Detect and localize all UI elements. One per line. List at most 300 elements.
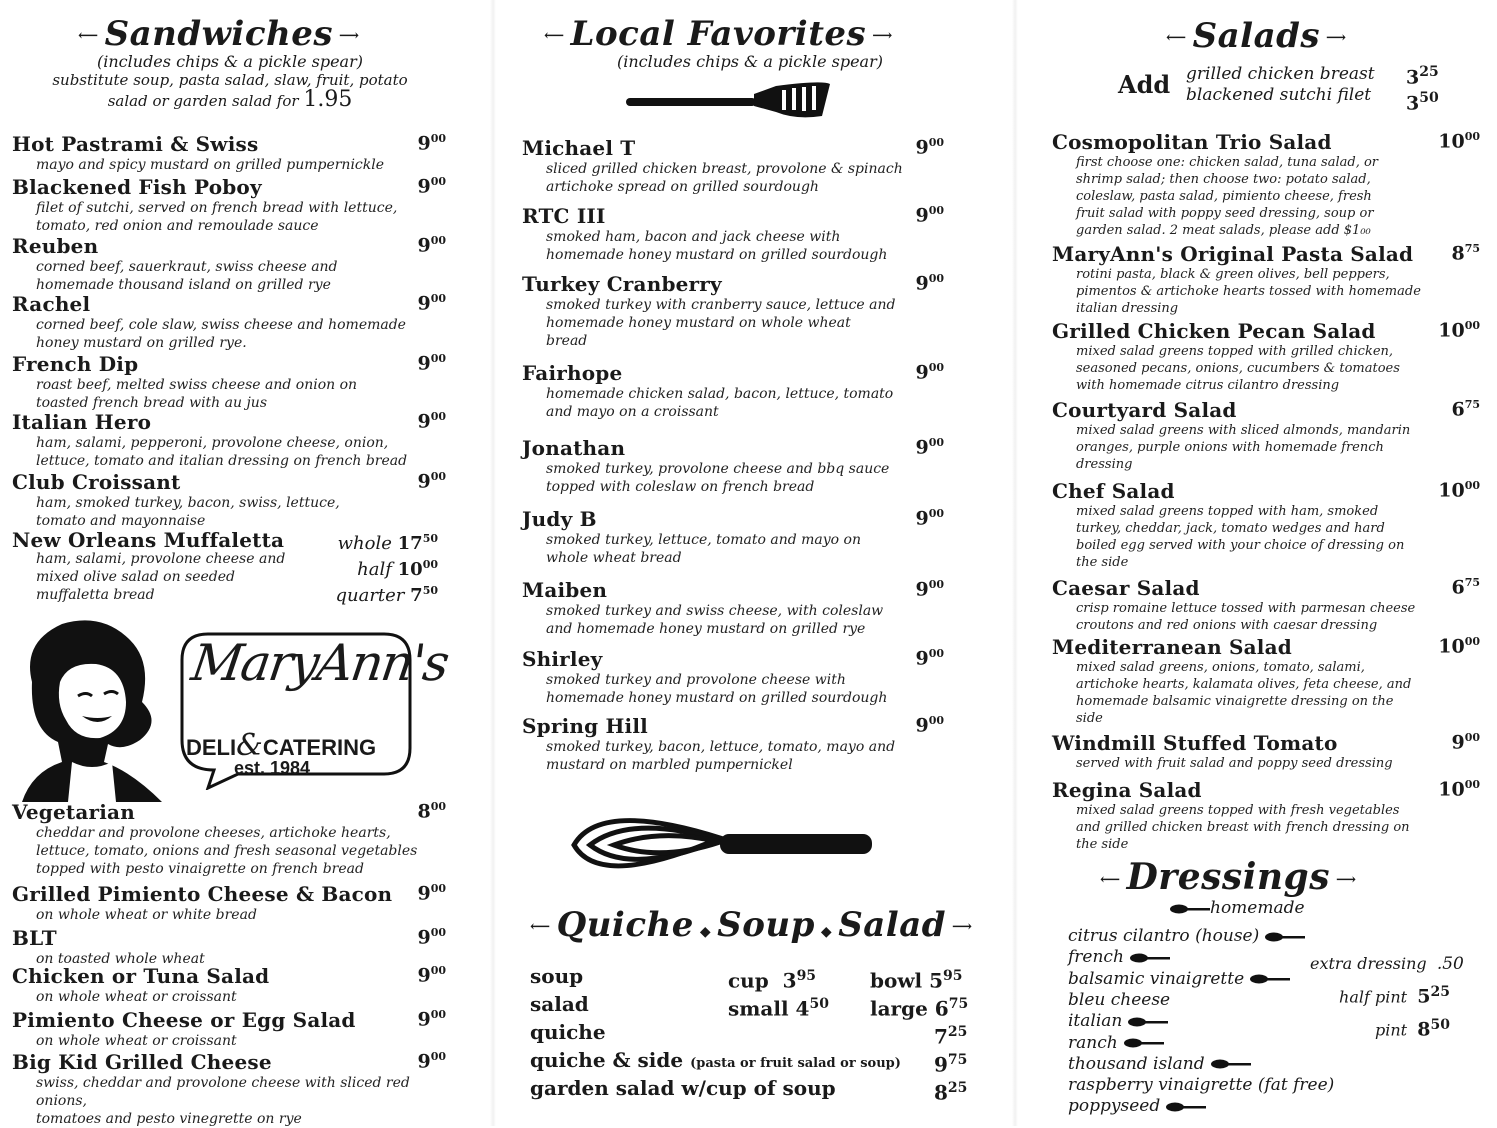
add-options (1186, 64, 1375, 106)
whisk-icon (570, 800, 876, 890)
item-name: Jonathan (522, 436, 626, 460)
item-desc (1076, 154, 1480, 239)
arrow-left-icon: ⟵ (1100, 872, 1121, 888)
desc-line: tomato, red onion and remoulade sauce (36, 218, 319, 234)
item-name: Windmill Stuffed Tomato (1052, 731, 1338, 755)
item-price (417, 926, 446, 948)
extra-price: 5 (1417, 985, 1431, 1008)
add-price: 3 (1406, 66, 1420, 89)
sandwiches-subtitle (20, 52, 440, 111)
substitute-price: 1.95 (303, 87, 353, 112)
desc-line: served with fruit salad and poppy seed dressing (1076, 756, 1393, 771)
size-cents: 75 (948, 996, 969, 1012)
item-price (417, 410, 446, 432)
desc-line: croutons and red onions with caesar dressing (1076, 618, 1378, 633)
fold-divider (490, 0, 496, 1126)
desc-line: boiled egg served with your choice of dressing on (1076, 538, 1405, 553)
dressing-item (1068, 1075, 1334, 1095)
fold-divider (1012, 0, 1018, 1126)
price-cents: 00 (1464, 479, 1480, 492)
item-price (1438, 130, 1480, 152)
spatula-icon (626, 80, 832, 120)
menu-item (12, 132, 446, 174)
menu-item (522, 361, 944, 421)
price-cents: 00 (430, 292, 446, 305)
dressing-item (1068, 1033, 1164, 1053)
size-price: 17 (397, 533, 423, 554)
size-price: 5 (929, 968, 944, 993)
item-name: Big Kid Grilled Cheese (12, 1050, 272, 1074)
desc-line: mixed salad greens topped with fresh vegetables (1076, 803, 1400, 818)
item-desc (36, 988, 446, 1006)
item-name: Club Croissant (12, 470, 181, 494)
item-price (915, 361, 944, 383)
item-name: Reuben (12, 234, 99, 258)
sandwiches-title: Sandwiches (104, 14, 334, 54)
desc-line: mixed olive salad on seeded (36, 569, 236, 585)
desc-line: and grilled chicken breast with french dressing on (1076, 820, 1410, 835)
item-name: Turkey Cranberry (522, 272, 722, 296)
desc-line: on whole wheat or white bread (36, 907, 257, 923)
extra-price: .50 (1436, 954, 1464, 974)
price-dollars: 9 (915, 578, 929, 601)
menu-item (12, 926, 446, 968)
price-dollars: 9 (915, 272, 929, 295)
item-desc (36, 316, 446, 352)
price-dollars: 8 (1451, 242, 1465, 265)
desc-line: side (1076, 711, 1103, 726)
item-price (417, 292, 446, 314)
item-price (417, 964, 446, 986)
size-label: cup (728, 968, 769, 993)
qss-title-salad: Salad (838, 905, 946, 945)
price-dollars: 9 (417, 410, 431, 433)
sandwiches-column (0, 0, 466, 1126)
price-cents: 00 (1464, 130, 1480, 143)
qss-title-quiche: Quiche (556, 905, 694, 945)
logo-deli: DELI (186, 735, 237, 760)
menu-item (1052, 731, 1480, 772)
item-name: Hot Pastrami & Swiss (12, 132, 259, 156)
price-dollars: 10 (1438, 778, 1465, 801)
price-cents: 00 (430, 964, 446, 977)
dressings-subtitle (1164, 898, 1305, 918)
item-name: Judy B (522, 507, 597, 531)
price-dollars: 9 (417, 1008, 431, 1031)
item-desc (1076, 802, 1480, 853)
spoon-icon (1265, 932, 1305, 942)
price-cents: 00 (1464, 635, 1480, 648)
salads-heading (1160, 16, 1353, 56)
desc-line: and homemade honey mustard on grilled rye (546, 621, 866, 637)
item-desc (36, 434, 446, 470)
menu-item (522, 647, 944, 707)
sandwiches-heading (72, 14, 366, 54)
item-price (417, 882, 446, 904)
desc-line: lettuce, tomato, onions and fresh seasonal vegetables (36, 843, 418, 859)
add-cents: 50 (1419, 90, 1439, 107)
dressing-item (1068, 1054, 1251, 1074)
size-cents: 50 (809, 996, 829, 1012)
desc-line: the side (1076, 555, 1129, 570)
size-price: 7 (410, 585, 423, 606)
price-cents: 00 (430, 175, 446, 188)
item-price (417, 352, 446, 374)
desc-line: corned beef, cole slaw, swiss cheese and homemade (36, 317, 406, 333)
size-label: quarter (335, 585, 405, 606)
price-cents: 00 (1464, 319, 1480, 332)
menu-item (12, 800, 446, 878)
price-cents: 00 (928, 507, 944, 520)
menu-item (1052, 635, 1480, 727)
item-desc (546, 160, 944, 196)
item-name: Blackened Fish Poboy (12, 175, 262, 199)
spoon-icon (1211, 1059, 1251, 1069)
dressing-item (1068, 990, 1170, 1010)
desc-line: honey mustard on grilled rye. (36, 335, 247, 351)
desc-line: artichoke spread on grilled sourdough (546, 179, 819, 195)
item-price (417, 132, 446, 154)
menu-item (12, 1050, 446, 1128)
size-price: 4 (795, 996, 810, 1021)
desc-line: on whole wheat or croissant (36, 1033, 237, 1049)
item-name: Spring Hill (522, 714, 648, 738)
extra-cents: 50 (1430, 1017, 1450, 1034)
logo-script-text: MaryAnn's (187, 634, 452, 692)
item-price (1451, 242, 1480, 264)
maryanns-logo (178, 630, 452, 790)
menu-item (1052, 479, 1480, 571)
desc-line: ham, salami, provolone cheese and (36, 551, 286, 567)
item-price (915, 507, 944, 529)
price: 7 (934, 1024, 948, 1049)
price-cents: 75 (1464, 242, 1480, 255)
desc-line: filet of sutchi, served on french bread with lettuce, (36, 200, 398, 216)
spoon-icon (1250, 974, 1290, 984)
qss-quiche-side-note: (pasta or fruit salad or soup) (690, 1056, 901, 1071)
desc-line: homemade honey mustard on whole wheat (546, 315, 851, 331)
item-desc (1076, 755, 1480, 772)
price-cents: 00 (430, 1050, 446, 1063)
menu-item (522, 436, 944, 496)
price-dollars: 10 (1438, 635, 1465, 658)
sandwiches-sub-line-1: (includes chips & a pickle spear) (97, 52, 363, 71)
desc-line: the side (1076, 837, 1129, 852)
item-price (417, 1008, 446, 1030)
item-price (915, 647, 944, 669)
price-cents: 00 (928, 647, 944, 660)
extra-label: pint (1375, 1020, 1408, 1040)
item-price (1451, 731, 1480, 753)
size-cents: 95 (796, 968, 817, 984)
price-cents: 00 (928, 714, 944, 727)
price-dollars: 8 (417, 800, 431, 823)
item-price (1438, 635, 1480, 657)
item-price (417, 175, 446, 197)
item-name: Mediterranean Salad (1052, 635, 1292, 659)
item-desc (1076, 600, 1480, 634)
desc-line: on toasted whole wheat (36, 951, 205, 967)
item-desc (546, 296, 944, 350)
arrow-left-icon: ⟵ (78, 28, 99, 44)
item-desc (546, 460, 944, 496)
dressing-name: italian (1068, 1011, 1123, 1032)
arrow-right-icon: ⟶ (1326, 30, 1347, 46)
cents: 75 (947, 1052, 968, 1068)
item-name: Regina Salad (1052, 778, 1202, 802)
dressing-name: balsamic vinaigrette (1068, 968, 1245, 989)
add-option-label: grilled chicken breast (1186, 64, 1375, 84)
menu-item-muffaletta (12, 528, 452, 604)
qss-heading (524, 905, 979, 945)
desc-line: ham, smoked turkey, bacon, swiss, lettuce, (36, 495, 340, 511)
size-cents: 95 (943, 968, 963, 984)
size-price: 10 (397, 559, 423, 580)
menu-item (12, 470, 446, 530)
price-cents: 00 (1464, 778, 1480, 791)
menu-item (12, 292, 446, 352)
desc-line: smoked ham, bacon and jack cheese with (546, 229, 841, 245)
desc-line: homemade thousand island on grilled rye (36, 277, 331, 293)
price-cents: 00 (928, 272, 944, 285)
salads-column (1030, 0, 1497, 1126)
price-cents: 00 (430, 352, 446, 365)
desc-line: turkey, cheddar, jack, tomato wedges and hard (1076, 521, 1385, 536)
item-desc (36, 258, 446, 294)
price-cents: 00 (430, 470, 446, 483)
price-cents: 00 (1464, 731, 1480, 744)
desc-line: seasoned pecans, onions, cucumbers & tomatoes (1076, 361, 1400, 376)
cents: 25 (947, 1024, 968, 1040)
size-cents: 50 (422, 584, 438, 597)
item-name: Michael T (522, 136, 636, 160)
spoon-icon (1170, 904, 1210, 914)
item-desc (1076, 266, 1480, 317)
qss-quiche: quiche (530, 1020, 606, 1044)
size-label: whole (337, 533, 392, 554)
retro-woman-illustration (12, 612, 172, 802)
price-dollars: 10 (1438, 130, 1465, 153)
dressings-sub-text: homemade (1210, 898, 1305, 918)
desc-line: roast beef, melted swiss cheese and onion on (36, 377, 358, 393)
item-desc (36, 156, 446, 174)
spoon-icon (1128, 1017, 1168, 1027)
item-name: Maiben (522, 578, 608, 602)
price-cents: 00 (928, 136, 944, 149)
item-desc (36, 376, 446, 412)
item-price (1438, 778, 1480, 800)
menu-item (522, 136, 944, 196)
add-price: 3 (1406, 92, 1420, 115)
dressing-item (1068, 947, 1170, 967)
desc-line: mayo and spicy mustard on grilled pumpernickle (36, 157, 385, 173)
desc-line: mixed salad greens topped with grilled chicken, (1076, 344, 1394, 359)
desc-line: whole wheat bread (546, 550, 682, 566)
desc-line: smoked turkey and swiss cheese, with coleslaw (546, 603, 884, 619)
dressing-name: raspberry vinaigrette (fat free) (1068, 1075, 1335, 1096)
desc-line: lettuce, tomato and italian dressing on french bread (36, 453, 408, 469)
price-cents: 00 (928, 436, 944, 449)
desc-line: crisp romaine lettuce tossed with parmesan cheese (1076, 601, 1416, 616)
qss-salad: salad (530, 992, 589, 1016)
desc-line: mixed salad greens, onions, tomato, salami, (1076, 660, 1365, 675)
item-name: Shirley (522, 647, 603, 671)
sandwiches-sub-line-2: substitute soup, pasta salad, slaw, fruit, potato (52, 71, 408, 89)
spoon-icon (1124, 1038, 1164, 1048)
item-price (915, 714, 944, 736)
item-desc (1076, 659, 1480, 727)
extra-label: extra dressing (1310, 954, 1427, 973)
menu-item (1052, 778, 1480, 853)
arrow-left-icon: ⟵ (1166, 30, 1187, 46)
desc-line: bread (546, 333, 588, 349)
item-name: New Orleans Muffaletta (12, 528, 285, 552)
size-label: small (728, 996, 789, 1021)
item-name: Courtyard Salad (1052, 398, 1237, 422)
desc-line: swiss, cheddar and provolone cheese with sliced red onions, (36, 1075, 410, 1109)
desc-line: cheddar and provolone cheeses, artichoke hearts, (36, 825, 391, 841)
menu-item (522, 272, 944, 350)
price-dollars: 9 (915, 647, 929, 670)
item-desc (546, 602, 944, 638)
muffaletta-prices (335, 528, 438, 606)
logo-established: est. 1984 (234, 758, 311, 778)
price-cents: 00 (430, 132, 446, 145)
arrow-right-icon: ⟶ (952, 919, 973, 935)
price-dollars: 9 (417, 926, 431, 949)
desc-line: smoked turkey, lettuce, tomato and mayo on (546, 532, 861, 548)
dressing-name: citrus cilantro (house) (1068, 926, 1260, 946)
price-dollars: 9 (915, 714, 929, 737)
item-name: MaryAnn's Original Pasta Salad (1052, 242, 1414, 266)
price-cents: 00 (430, 882, 446, 895)
price-dollars: 9 (417, 292, 431, 315)
price-dollars: 6 (1451, 576, 1465, 599)
desc-line: sliced grilled chicken breast, provolone & spinach (546, 161, 903, 177)
qss-title-soup: Soup (717, 905, 815, 945)
desc-line: homemade chicken salad, bacon, lettuce, tomato (546, 386, 894, 402)
qss-small (728, 990, 829, 1023)
menu-item (522, 507, 944, 567)
dressing-item (1068, 926, 1305, 946)
item-desc (36, 906, 446, 924)
desc-line: dressing (1076, 457, 1133, 472)
qss-soup: soup (530, 964, 584, 988)
item-desc (546, 228, 944, 264)
item-name: Italian Hero (12, 410, 152, 434)
item-price (1438, 319, 1480, 341)
item-desc (36, 494, 446, 530)
desc-line: tomato and mayonnaise (36, 513, 206, 529)
desc-line: mixed salad greens with sliced almonds, mandarin (1076, 423, 1411, 438)
price-dollars: 9 (417, 882, 431, 905)
item-price (915, 204, 944, 226)
item-desc (1076, 503, 1480, 571)
cents: 25 (947, 1080, 968, 1096)
desc-line: smoked turkey, bacon, lettuce, tomato, mayo and (546, 739, 896, 755)
extra-label: half pint (1339, 987, 1408, 1007)
menu-item (12, 1008, 446, 1050)
dressing-name: poppyseed (1068, 1096, 1161, 1117)
price-cents: 00 (430, 410, 446, 423)
item-desc (1076, 343, 1480, 394)
price-dollars: 9 (915, 136, 929, 159)
item-price (915, 136, 944, 158)
desc-line: pimentos & artichoke hearts tossed with homemade (1076, 284, 1421, 299)
price-dollars: 9 (417, 470, 431, 493)
price-dollars: 10 (1438, 479, 1465, 502)
menu-item (12, 234, 446, 294)
price-dollars: 6 (1451, 398, 1465, 421)
sandwiches-sub-line-3: salad or garden salad for (107, 92, 299, 110)
size-label: large (870, 996, 928, 1021)
dressings-title: Dressings (1126, 856, 1330, 898)
qss-quiche-side: quiche & side (530, 1048, 684, 1072)
item-desc (36, 1074, 446, 1128)
price-dollars: 9 (915, 204, 929, 227)
arrow-right-icon: ⟶ (339, 28, 360, 44)
price-dollars: 9 (417, 175, 431, 198)
salads-title: Salads (1192, 16, 1321, 56)
arrow-right-icon: ⟶ (872, 28, 893, 44)
desc-line: mixed salad greens topped with ham, smoked (1076, 504, 1379, 519)
menu-item (12, 882, 446, 924)
item-name: Chef Salad (1052, 479, 1175, 503)
dressing-name: ranch (1068, 1032, 1118, 1053)
item-price (915, 436, 944, 458)
arrow-left-icon: ⟵ (530, 919, 551, 935)
size-cents: 00 (422, 558, 438, 571)
desc-line: first choose one: chicken salad, tuna salad, or (1076, 155, 1379, 170)
price-dollars: 9 (417, 1050, 431, 1073)
item-name: Grilled Pimiento Cheese & Bacon (12, 882, 393, 906)
item-price (417, 1050, 446, 1072)
spoon-icon (1166, 1102, 1206, 1112)
size-cents: 50 (422, 532, 438, 545)
item-name: Pimiento Cheese or Egg Salad (12, 1008, 356, 1032)
item-name: Fairhope (522, 361, 623, 385)
item-desc (36, 824, 446, 878)
desc-line: rotini pasta, black & green olives, bell peppers, (1076, 267, 1390, 282)
item-price (915, 578, 944, 600)
price-cents: 00 (430, 234, 446, 247)
size-price: 3 (782, 968, 797, 993)
price-dollars: 10 (1438, 319, 1465, 342)
item-desc (546, 385, 944, 421)
item-price (1451, 398, 1480, 420)
price-cents: 00 (928, 204, 944, 217)
extra-price: 8 (1417, 1018, 1431, 1041)
price: 8 (934, 1080, 948, 1105)
price-dollars: 9 (417, 234, 431, 257)
add-cents: 25 (1419, 64, 1439, 80)
desc-line: mustard on marbled pumpernickel (546, 757, 793, 773)
logo-ampersand: & (236, 728, 263, 763)
price: 9 (934, 1052, 948, 1077)
desc-line: muffaletta bread (36, 587, 155, 603)
menu-item (12, 410, 446, 470)
size-label: half (357, 559, 392, 580)
item-price (417, 800, 446, 822)
item-price (1451, 576, 1480, 598)
menu-item (522, 204, 944, 264)
separator-icon: ◆ (820, 924, 833, 940)
price-dollars: 9 (417, 964, 431, 987)
local-favorites-column (500, 0, 990, 1126)
menu-item (12, 175, 446, 235)
desc-line: and mayo on a croissant (546, 404, 719, 420)
local-favorites-subtitle: (includes chips & a pickle spear) (617, 52, 883, 71)
